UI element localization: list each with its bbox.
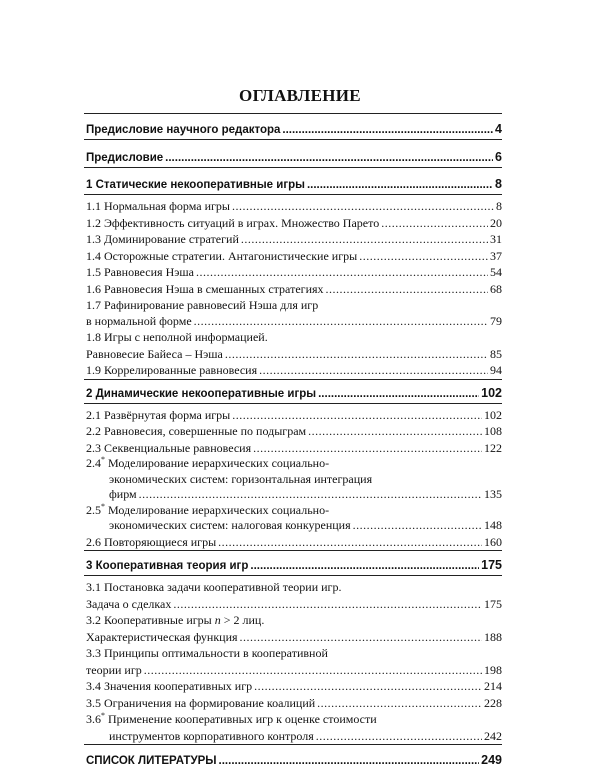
- toc-entry-line: [86, 518, 502, 534]
- toc-entry-title: 1.4 Осторожные стратегии. Антагонистические игры: [86, 248, 358, 263]
- dot-leader: [318, 387, 479, 401]
- toc-entry-text-wrap: [86, 754, 217, 768]
- toc-entry-title: 1.8 Игры с неполной информацией.: [86, 330, 268, 344]
- toc-entry-title: 3.3 Принципы оптимальности в кооперативной: [86, 646, 328, 660]
- toc-entry-text-wrap: [86, 456, 329, 470]
- page-title: ОГЛАВЛЕНИЕ: [239, 86, 361, 105]
- toc-entry-title: 3.1 Постановка задачи кооперативной теории игр.: [86, 580, 342, 594]
- toc-entry-title: 2 Динамические некооперативные игры: [86, 387, 317, 400]
- toc-entry-title: 2.2 Равновесия, совершенные по подыграм: [86, 424, 307, 438]
- toc-page-number: 8: [495, 177, 502, 191]
- toc-entry-line: [86, 662, 502, 679]
- toc-entry[interactable]: [84, 612, 502, 645]
- toc-entry-line: [86, 503, 502, 519]
- toc-entry[interactable]: [84, 231, 502, 248]
- toc-entry-title: 1.1 Нормальная форма игры: [86, 199, 230, 213]
- dot-leader: [219, 754, 480, 768]
- toc-page-number: 94: [490, 363, 502, 377]
- toc-entry-line: [86, 177, 502, 191]
- toc-page-number: 214: [484, 679, 502, 693]
- toc-entry-text-wrap: [86, 712, 377, 726]
- toc-entry-line: [86, 329, 502, 346]
- toc-entry[interactable]: [84, 281, 502, 298]
- toc-entry[interactable]: [84, 404, 502, 424]
- toc-page-number: 102: [481, 385, 502, 400]
- toc-entry-title: 2.3 Секвенциальные равновесия: [86, 440, 252, 455]
- toc-entry-text-wrap: [86, 313, 192, 329]
- toc-entry-number: 2.4: [86, 456, 101, 470]
- toc-entry-text-wrap: [86, 151, 163, 165]
- toc-entry-line: [86, 678, 502, 695]
- toc-entry-title: в нормальной форме: [86, 314, 192, 328]
- toc-entry-line: [86, 612, 502, 629]
- dot-leader: [240, 629, 482, 646]
- toc-page-number: 102: [484, 407, 502, 422]
- dot-leader: [241, 231, 488, 248]
- toc-page-number: 175: [481, 558, 502, 572]
- dot-leader: [196, 264, 488, 281]
- toc-page-number: 6: [495, 150, 502, 164]
- dot-leader: [282, 123, 493, 137]
- toc-entry-text-wrap: [86, 423, 306, 440]
- toc-entry[interactable]: [84, 576, 502, 612]
- toc-entry-title: 1.6 Равновесия Нэша в смешанных стратегиях: [86, 281, 324, 296]
- toc-entry-title: Задача о сделках: [86, 596, 172, 611]
- toc-entry-title: 1.5 Равновесия Нэша: [86, 265, 194, 279]
- toc-page-number: 68: [490, 281, 502, 296]
- dot-leader: [353, 518, 482, 534]
- toc-entry-line: [86, 248, 502, 265]
- toc-entry-title: 1.9 Коррелированные равновесия: [86, 363, 258, 377]
- toc-entry-line: [86, 198, 502, 215]
- toc-entry-text-wrap: [86, 518, 351, 534]
- toc-entry-text-wrap: [86, 123, 280, 137]
- toc-entry-number: 2.5: [86, 502, 101, 517]
- toc-entry[interactable]: [84, 329, 502, 362]
- toc-entry[interactable]: [84, 440, 502, 457]
- toc-entry-text-wrap: [86, 487, 137, 503]
- dot-leader: [253, 440, 482, 457]
- toc-entry-title: Предисловие: [86, 152, 164, 164]
- toc-entry-title: 3.5 Ограничения на формирование коалиций: [86, 695, 316, 710]
- toc-entry-title: 2.1 Развёрнутая форма игры: [86, 407, 231, 422]
- toc-entry-line: [86, 440, 502, 457]
- toc-entry-text-wrap: [86, 248, 357, 265]
- toc-entry-text-wrap: [86, 596, 171, 613]
- toc-entry[interactable]: [84, 456, 502, 503]
- toc-entry-line: [86, 423, 502, 440]
- toc-entry-number: 3.6: [86, 712, 101, 726]
- toc-entry-line: [86, 753, 502, 767]
- toc-entry-text-wrap: [86, 629, 238, 646]
- toc-entry-line: [86, 362, 502, 379]
- toc-entry-title: 3.2 Кооперативные игры n > 2 лиц.: [86, 613, 265, 627]
- toc-entry-line: [86, 313, 502, 329]
- dot-leader: [308, 423, 482, 440]
- toc-entry-text-wrap: [86, 534, 216, 551]
- toc-chapter[interactable]: [84, 140, 502, 167]
- toc-entry[interactable]: [84, 711, 502, 744]
- asterisk-marker: *: [101, 501, 105, 511]
- toc-page-number: 54: [490, 265, 502, 279]
- toc-entry-title: Моделирование иерархических социально-: [108, 456, 330, 470]
- toc-entry-line: [86, 645, 502, 662]
- toc-entry-line: [86, 215, 502, 232]
- toc-page-number: 85: [490, 346, 502, 361]
- dot-leader: [194, 313, 488, 329]
- toc-entry-text-wrap: [86, 662, 142, 679]
- dot-leader: [165, 151, 493, 165]
- dot-leader: [317, 695, 482, 712]
- toc-entry-line: [86, 711, 502, 728]
- dot-leader: [139, 487, 482, 503]
- toc-entry-text-wrap: [86, 264, 194, 281]
- dot-leader: [250, 559, 479, 573]
- toc-chapter[interactable]: [84, 114, 502, 139]
- toc-entry-title: экономических систем: налоговая конкуренция: [109, 518, 351, 532]
- toc-entry-title: Характеристическая функция: [86, 629, 238, 644]
- dot-leader: [326, 281, 488, 298]
- toc-chapter[interactable]: [84, 551, 502, 575]
- toc-entry-text-wrap: [86, 231, 239, 248]
- dot-leader: [218, 534, 482, 551]
- toc-entry[interactable]: [84, 362, 502, 379]
- toc-entry-line: [86, 558, 502, 572]
- toc-page-number: 4: [495, 122, 502, 136]
- dot-leader: [316, 728, 482, 745]
- toc-entry-title: СПИСОК ЛИТЕРАТУРЫ: [86, 755, 217, 767]
- toc-entry-text-wrap: [86, 613, 264, 627]
- toc-entry-text-wrap: [86, 330, 268, 344]
- dot-leader: [232, 198, 494, 215]
- toc-entry-text-wrap: [86, 440, 251, 457]
- toc-entry-title: 1.3 Доминирование стратегий: [86, 232, 239, 246]
- toc-page-number: 122: [484, 440, 502, 455]
- toc-entry-title: 1.7 Рафинирование равновесий Нэша для игр: [86, 298, 319, 312]
- dot-leader: [144, 662, 482, 679]
- toc-page-number: 8: [496, 199, 502, 213]
- toc-page-number: 79: [490, 314, 502, 328]
- toc-entry-line: [86, 281, 502, 298]
- toc-entry-title: 2.6 Повторяющиеся игры: [86, 534, 217, 549]
- toc-entry-line: [86, 534, 502, 551]
- dot-leader: [259, 362, 488, 379]
- toc-page-number: 160: [484, 534, 502, 549]
- toc-entry[interactable]: [84, 645, 502, 678]
- toc-entry-title: 1.2 Эффективность ситуаций в играх. Множество Парето: [86, 215, 380, 230]
- dot-leader: [307, 178, 493, 192]
- toc-entry-text-wrap: [86, 198, 230, 215]
- toc-entry[interactable]: [84, 215, 502, 232]
- toc-entry-text-wrap: [86, 387, 316, 401]
- toc-entry-title: Предисловие научного редактора: [86, 124, 281, 136]
- toc-entry[interactable]: [84, 264, 502, 281]
- toc-entry-text-wrap: [86, 559, 248, 573]
- toc-entry-line: [86, 297, 502, 313]
- toc-entry-line: [86, 231, 502, 248]
- dot-leader: [225, 346, 488, 363]
- toc-entry-line: [86, 487, 502, 503]
- toc-entry-title: Применение кооперативных игр к оценке стоимости: [108, 712, 377, 726]
- toc-entry[interactable]: [84, 695, 502, 712]
- toc-chapter[interactable]: [84, 380, 502, 403]
- toc-entry[interactable]: [84, 678, 502, 695]
- toc-page-number: 37: [490, 248, 502, 263]
- toc-page-number: 148: [484, 518, 502, 532]
- toc-entry-text-wrap: [86, 678, 252, 695]
- toc-entry-line: [86, 695, 502, 712]
- toc-entry-text-wrap: [86, 472, 372, 486]
- toc-entry-text-wrap: [86, 362, 257, 379]
- toc-entry-line: [86, 728, 502, 745]
- toc-entry[interactable]: [84, 248, 502, 265]
- toc-entry-text-wrap: [86, 503, 329, 517]
- toc-entry-line: [86, 579, 502, 596]
- toc-entry-title: фирм: [109, 487, 137, 501]
- toc-entry-line: [86, 386, 502, 400]
- toc-entry-text-wrap: [86, 298, 318, 312]
- toc-entry-text-wrap: [86, 281, 324, 298]
- toc-entry-line: [86, 596, 502, 613]
- toc-entry-title: инструментов корпоративного контроля: [109, 728, 314, 743]
- toc-entry-title: экономических систем: горизонтальная интеграция: [109, 471, 373, 486]
- toc-entry-text-wrap: [86, 646, 328, 660]
- toc-page-number: 228: [484, 695, 502, 710]
- toc-entry-line: [86, 456, 502, 472]
- toc-entry-line: [86, 472, 502, 488]
- toc-entry-title: 1 Статические некооперативные игры: [86, 179, 305, 191]
- toc-entry-text-wrap: [86, 178, 305, 192]
- dot-leader: [381, 215, 488, 232]
- asterisk-marker: *: [101, 711, 105, 720]
- toc-entry[interactable]: [84, 503, 502, 534]
- toc-chapter[interactable]: [84, 745, 502, 770]
- toc-entry-title: 3 Кооперативная теория игр: [86, 560, 249, 572]
- toc-page-number: 31: [490, 232, 502, 246]
- toc-entry[interactable]: [84, 423, 502, 440]
- toc-page-number: 108: [484, 424, 502, 438]
- toc-page-number: 135: [484, 487, 502, 501]
- dot-leader: [232, 407, 482, 424]
- dot-leader: [173, 596, 482, 613]
- toc-page-number: 188: [484, 629, 502, 644]
- toc-entry-text-wrap: [86, 215, 379, 232]
- toc-entry-line: [86, 122, 502, 136]
- toc-entry-text-wrap: [86, 580, 341, 594]
- toc-page-number: 175: [484, 596, 502, 611]
- toc-entry-line: [86, 264, 502, 281]
- toc-entry[interactable]: [84, 195, 502, 215]
- toc-entry-title: теории игр: [86, 662, 142, 677]
- toc-entry-title: Моделирование иерархических социально-: [108, 502, 330, 517]
- toc-entry-title: Равновесие Байеса – Нэша: [86, 346, 223, 361]
- asterisk-marker: *: [101, 455, 105, 464]
- toc-page-number: 242: [484, 728, 502, 743]
- table-of-contents: [84, 113, 502, 770]
- toc-entry-line: [86, 629, 502, 646]
- toc-page-number: 198: [484, 662, 502, 677]
- dot-leader: [359, 248, 488, 265]
- dot-leader: [254, 678, 482, 695]
- toc-page-number: 20: [490, 215, 502, 230]
- toc-page-number: 249: [481, 753, 502, 767]
- toc-entry[interactable]: [84, 534, 502, 551]
- toc-entry-text-wrap: [86, 407, 230, 424]
- toc-entry[interactable]: [84, 297, 502, 329]
- toc-entry-line: [86, 346, 502, 363]
- toc-entry-text-wrap: [86, 695, 315, 712]
- toc-entry-line: [86, 407, 502, 424]
- toc-entry-text-wrap: [86, 346, 223, 363]
- toc-chapter[interactable]: [84, 168, 502, 194]
- toc-entry-text-wrap: [86, 728, 314, 745]
- toc-entry-title: 3.4 Значения кооперативных игр: [86, 679, 253, 693]
- toc-entry-line: [86, 150, 502, 164]
